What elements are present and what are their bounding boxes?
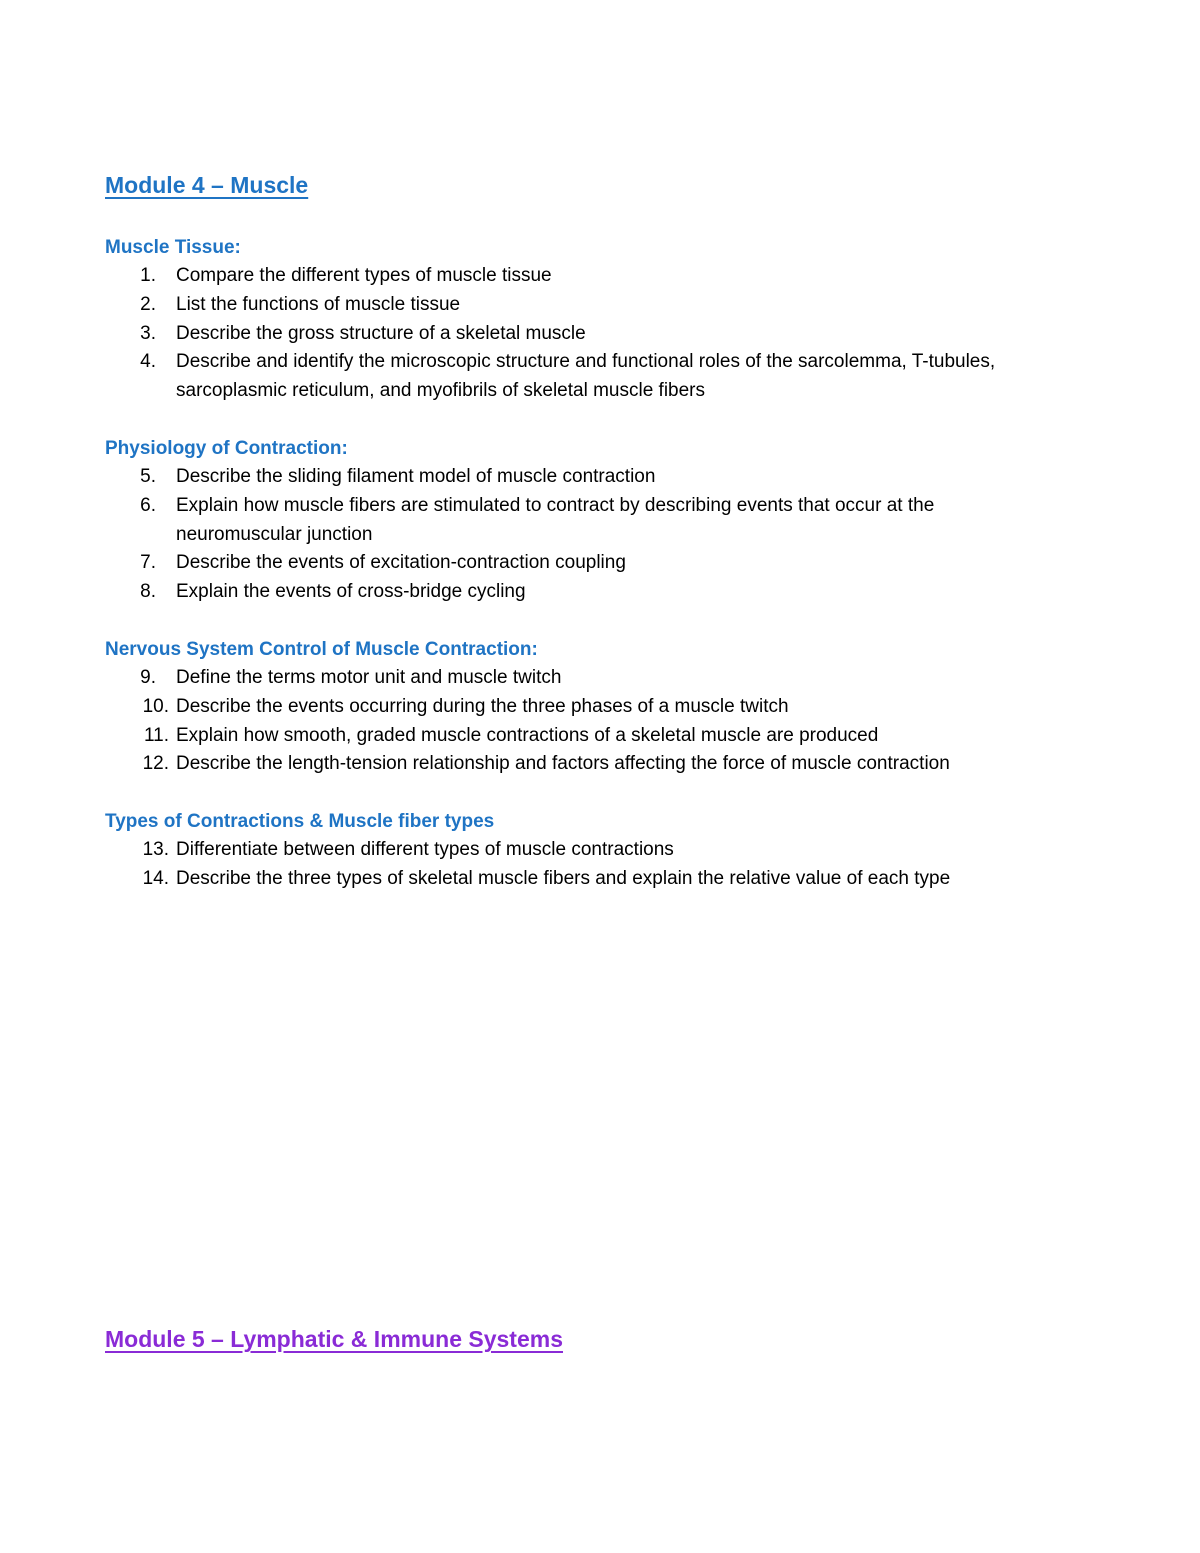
section-physiology-of-contraction xyxy=(105,434,1105,607)
objective-list xyxy=(105,664,1105,779)
objective-list xyxy=(105,836,1105,894)
list-item xyxy=(105,865,1105,894)
list-item xyxy=(105,722,1105,751)
list-item xyxy=(105,693,1105,722)
item-number: 9. xyxy=(140,667,156,688)
item-text: Define the terms motor unit and muscle twitch xyxy=(176,667,562,688)
section-heading: Types of Contractions & Muscle fiber types xyxy=(105,811,495,832)
list-item xyxy=(105,578,1105,607)
item-number: 7. xyxy=(140,552,156,574)
list-item xyxy=(105,836,1105,865)
section-heading: Nervous System Control of Muscle Contraction: xyxy=(105,639,538,660)
item-number: 10. xyxy=(142,695,169,717)
item-text: Explain how smooth, graded muscle contractions of a skeletal muscle are produced xyxy=(176,724,879,746)
list-item xyxy=(105,549,1105,578)
item-number: 6. xyxy=(140,494,156,516)
item-text: Describe the sliding filament model of muscle contraction xyxy=(176,466,656,487)
item-number: 14. xyxy=(142,867,169,889)
module-5-title: Module 5 – Lymphatic & Immune Systems xyxy=(105,1326,563,1352)
list-item xyxy=(105,463,1105,492)
item-text: Explain the events of cross-bridge cycling xyxy=(176,581,526,603)
item-number: 8. xyxy=(140,581,156,603)
item-text: Describe the events of excitation-contraction coupling xyxy=(176,552,626,574)
objective-list xyxy=(105,262,1105,406)
list-item xyxy=(105,320,1105,349)
item-text: Describe the length-tension relationship and factors affecting the force of muscle contraction xyxy=(176,753,950,775)
list-item xyxy=(105,492,1105,550)
list-item xyxy=(105,664,1105,693)
section-heading: Muscle Tissue: xyxy=(105,237,241,258)
item-number: 5. xyxy=(140,466,156,487)
item-number: 3. xyxy=(140,322,156,344)
section-nervous-system-control xyxy=(105,635,1105,779)
item-text: Describe the events occurring during the three phases of a muscle twitch xyxy=(176,695,789,717)
item-number: 1. xyxy=(140,265,156,286)
item-number: 12. xyxy=(142,753,169,775)
section-heading: Physiology of Contraction: xyxy=(105,438,348,459)
item-number: 2. xyxy=(140,293,156,315)
list-item xyxy=(105,291,1105,320)
list-item xyxy=(105,348,1105,406)
item-text: List the functions of muscle tissue xyxy=(176,293,461,315)
item-number: 4. xyxy=(140,351,156,373)
item-text: Compare the different types of muscle tissue xyxy=(176,265,552,286)
item-text: Describe and identify the microscopic structure and functional roles of the sarcolemma, T-tubules, sarcoplasmic reticulum, and myofibrils of skeletal muscle fibers xyxy=(176,351,996,402)
objective-list xyxy=(105,463,1105,607)
list-item xyxy=(105,262,1105,291)
item-number: 13. xyxy=(142,839,169,860)
section-types-of-contractions xyxy=(105,807,1105,894)
item-text: Describe the gross structure of a skeletal muscle xyxy=(176,322,586,344)
list-item xyxy=(105,750,1105,779)
item-text: Explain how muscle fibers are stimulated to contract by describing events that occur at the neuromuscular junction xyxy=(176,494,935,545)
section-muscle-tissue xyxy=(105,233,1105,406)
item-number: 11. xyxy=(143,724,169,746)
module-4-title: Module 4 – Muscle xyxy=(105,172,309,198)
item-text: Describe the three types of skeletal muscle fibers and explain the relative value of each type xyxy=(176,867,951,889)
item-text: Differentiate between different types of muscle contractions xyxy=(176,839,674,860)
